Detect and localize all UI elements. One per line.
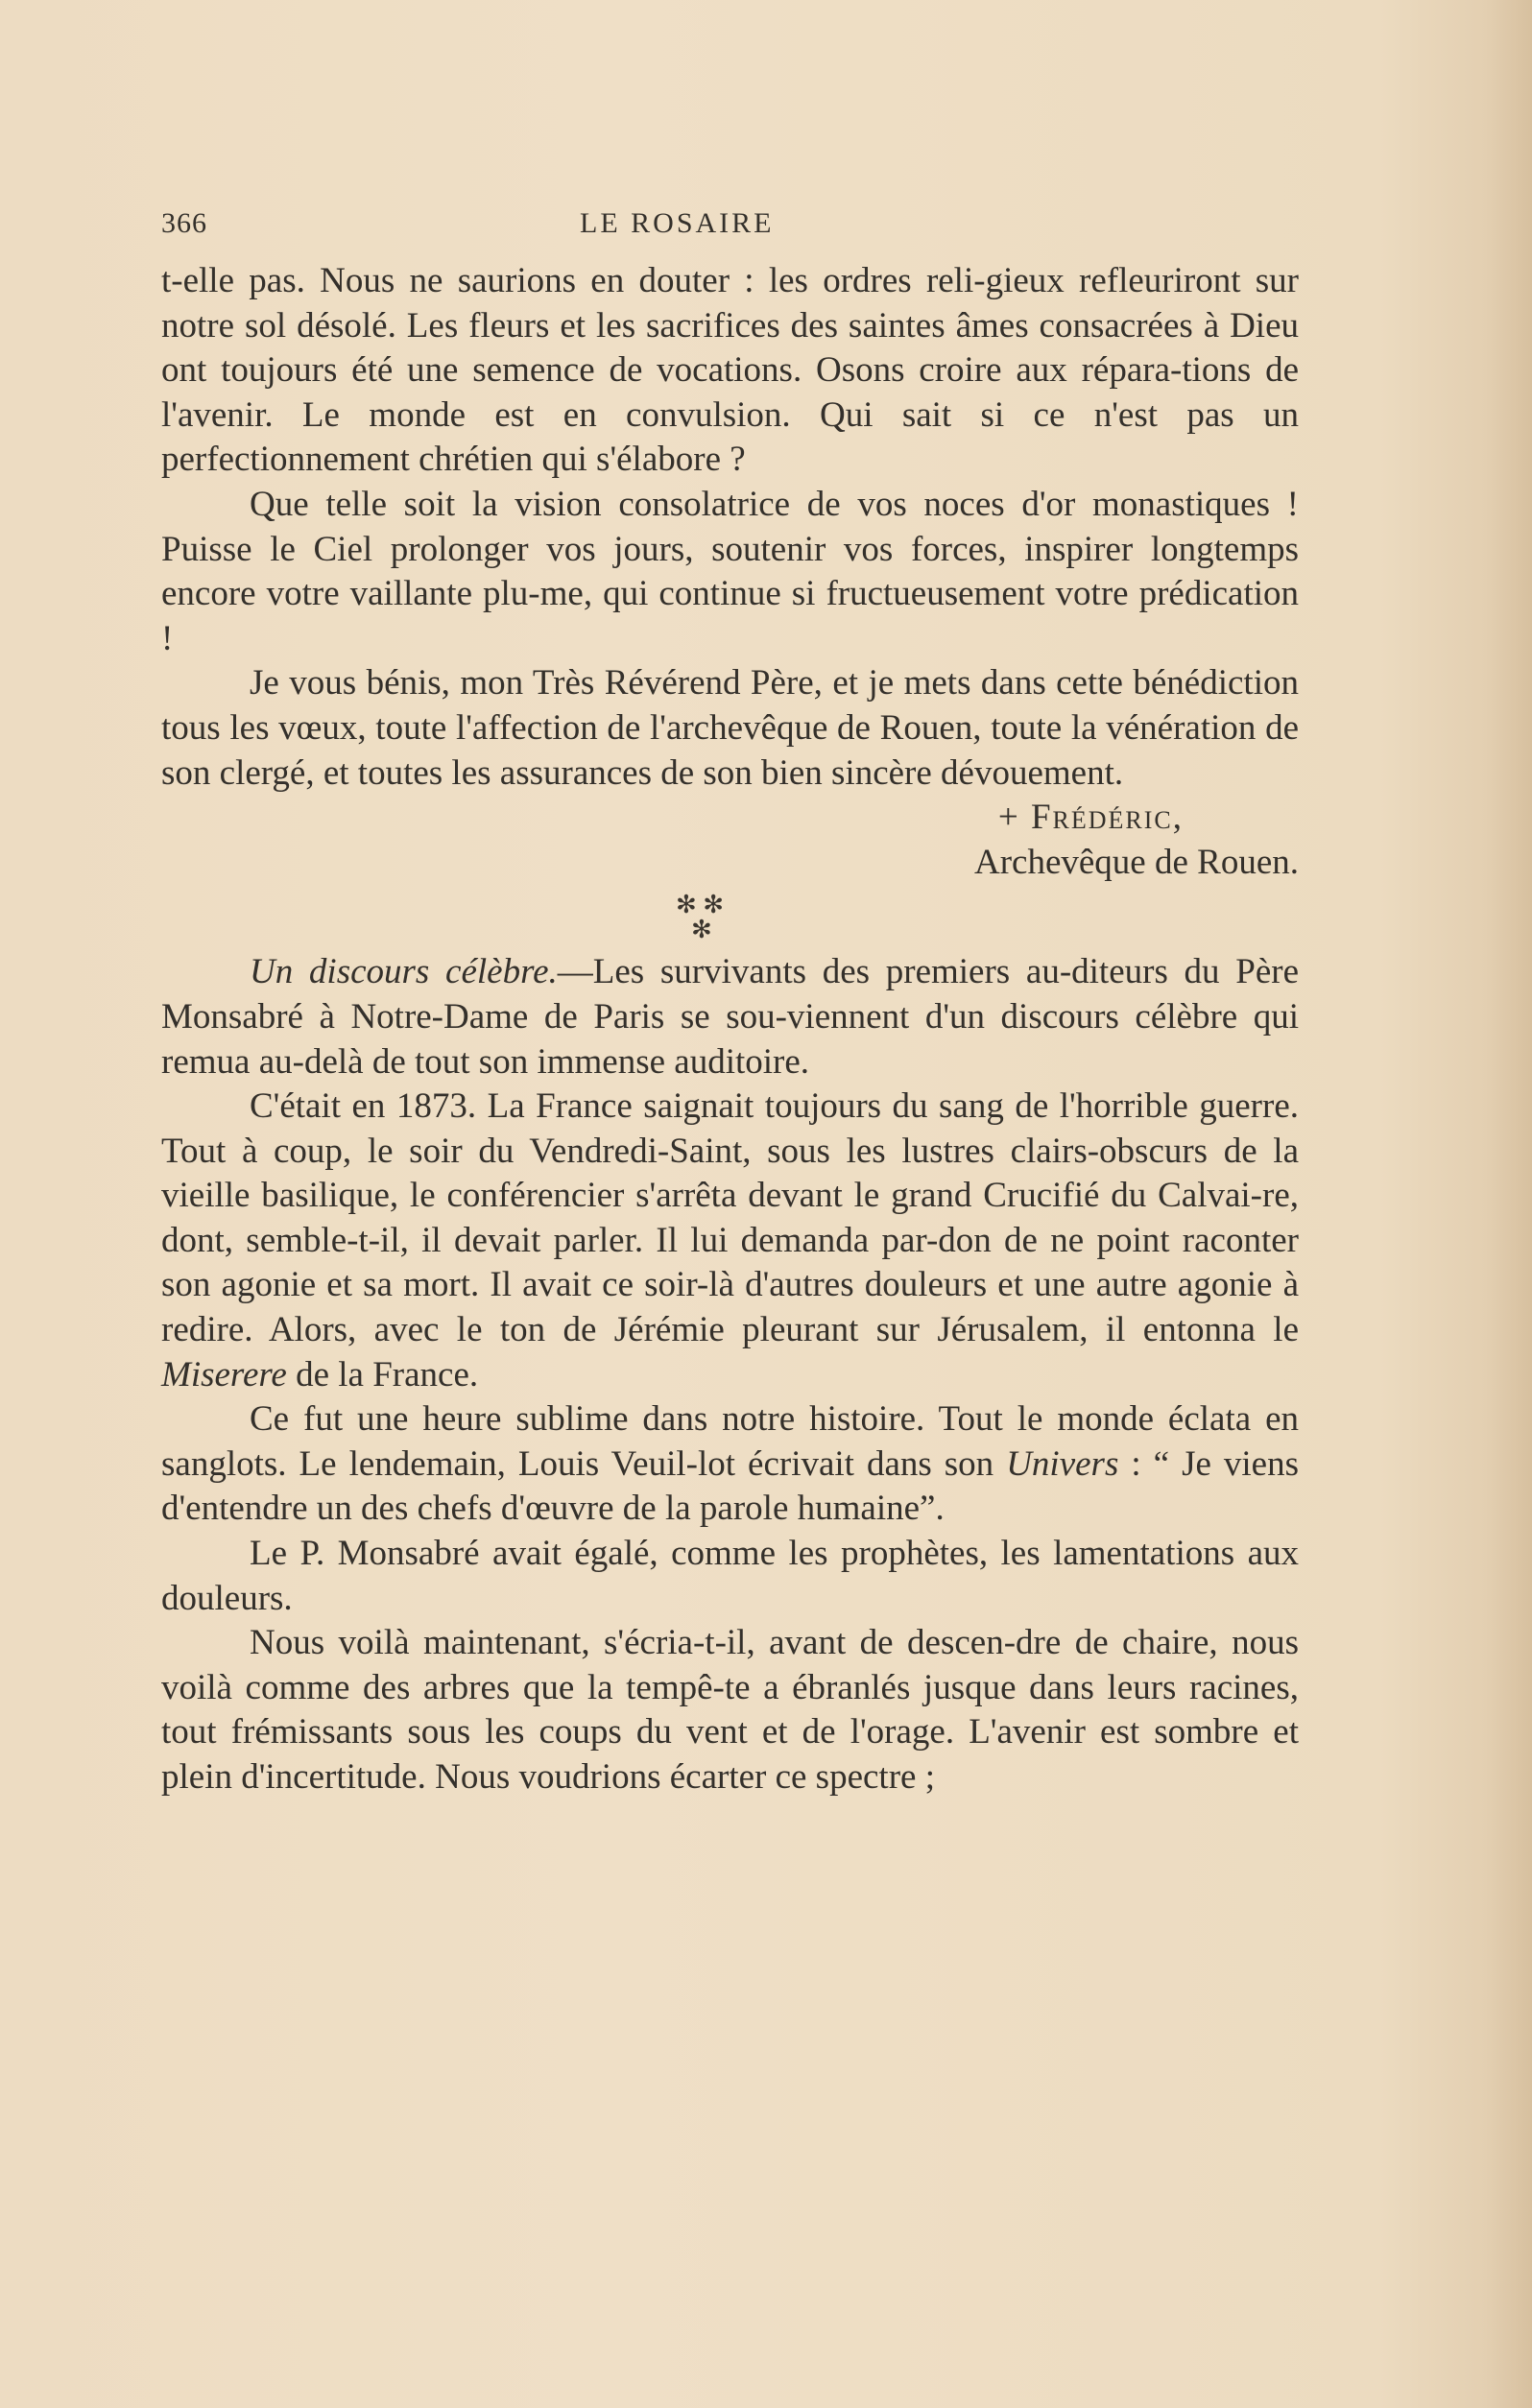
paragraph-6: Ce fut une heure sublime dans notre histoire. Tout le monde éclata en sanglots. Le lendemain, Louis Veuil-lot écrivait dans son Univers : “ Je viens d'entendre un des chefs d'œuvre de la parole humaine”. — [161, 1399, 1300, 1529]
paragraph-3: Je vous bénis, mon Très Révérend Père, et je mets dans cette bénédiction tous les vœux, toute l'affection de l'archevêque de Rouen, toute la vénération de son clergé, et toutes les assurances de son bien sincère dévouement. — [161, 663, 1299, 793]
signature-name: + Frédéric, — [997, 798, 1184, 838]
paragraph-2: Que telle soit la vision consolatrice de vos noces d'or monastiques ! Puisse le Ciel prolonger vos jours, soutenir vos forces, inspirer longtemps encore votre vaillante plu-me, qui continue si fructueusement votre prédication ! — [161, 484, 1299, 658]
signature-title: Archevêque de Rouen. — [973, 842, 1299, 882]
page-text — [161, 202, 1299, 1800]
asterism-separator — [161, 893, 1299, 942]
paragraph-7: Le P. Monsabré avait égalé, comme les prophètes, les lamentations aux douleurs. — [161, 1534, 1299, 1618]
asterism-row-2: ✻ — [691, 916, 712, 944]
univers-word: Univers — [1006, 1443, 1119, 1484]
section-title: Un discours célèbre. — [250, 952, 558, 992]
paragraph-4-text: —Les survivants des premiers au-diteurs du Père Monsabré à Notre-Dame de Paris se sou-viennent d'un discours célèbre qui remua au-delà de tout son immense auditoire. — [161, 952, 1299, 1082]
miserere-word: Miserere — [161, 1354, 287, 1395]
page-header — [161, 202, 1299, 259]
paragraph-4 — [161, 950, 1299, 1085]
asterism-row-1: ✻ ✻ — [676, 891, 725, 919]
running-head: LE ROSAIRE — [580, 207, 775, 239]
page-number: 366 — [161, 207, 207, 239]
paragraph-1: t-elle pas. Nous ne saurions en douter : les ordres reli-gieux refleuriront sur notre sol désolé. Les fleurs et les sacrifices des saintes âmes consacrées à Dieu ont toujours été une semence de vocations. Osons croire aux répara-tions de l'avenir. Le monde est en convulsion. Qui sait si ce n'est pas un perfectionnement chrétien qui s'élabore ? — [161, 261, 1299, 480]
paragraph-8: Nous voilà maintenant, s'écria-t-il, avant de descen-dre de chaire, nous voilà comme des arbres que la tempê-te a ébranlés jusque dans leurs racines, tout frémissants sous les coups du vent et de l'orage. L'avenir est sombre et plein d'incertitude. Nous voudrions écarter ce spectre ; — [161, 1623, 1299, 1797]
paragraph-5: C'était en 1873. La France saignait toujours du sang de l'horrible guerre. Tout à coup, le soir du Vendredi-Saint, sous les lustres clairs-obscurs de la vieille basilique, le conférencier s'arrêta devant le grand Crucifié du Calvai-re, dont, semble-t-il, il devait parler. Il lui demanda par-don de ne point raconter son agonie et sa mort. Il avait ce soir-là d'autres douleurs et une autre agonie à redire. Alors, avec le ton de Jérémie pleurant sur Jérusalem, il entonna le Miserere de la France. — [161, 1086, 1299, 1395]
